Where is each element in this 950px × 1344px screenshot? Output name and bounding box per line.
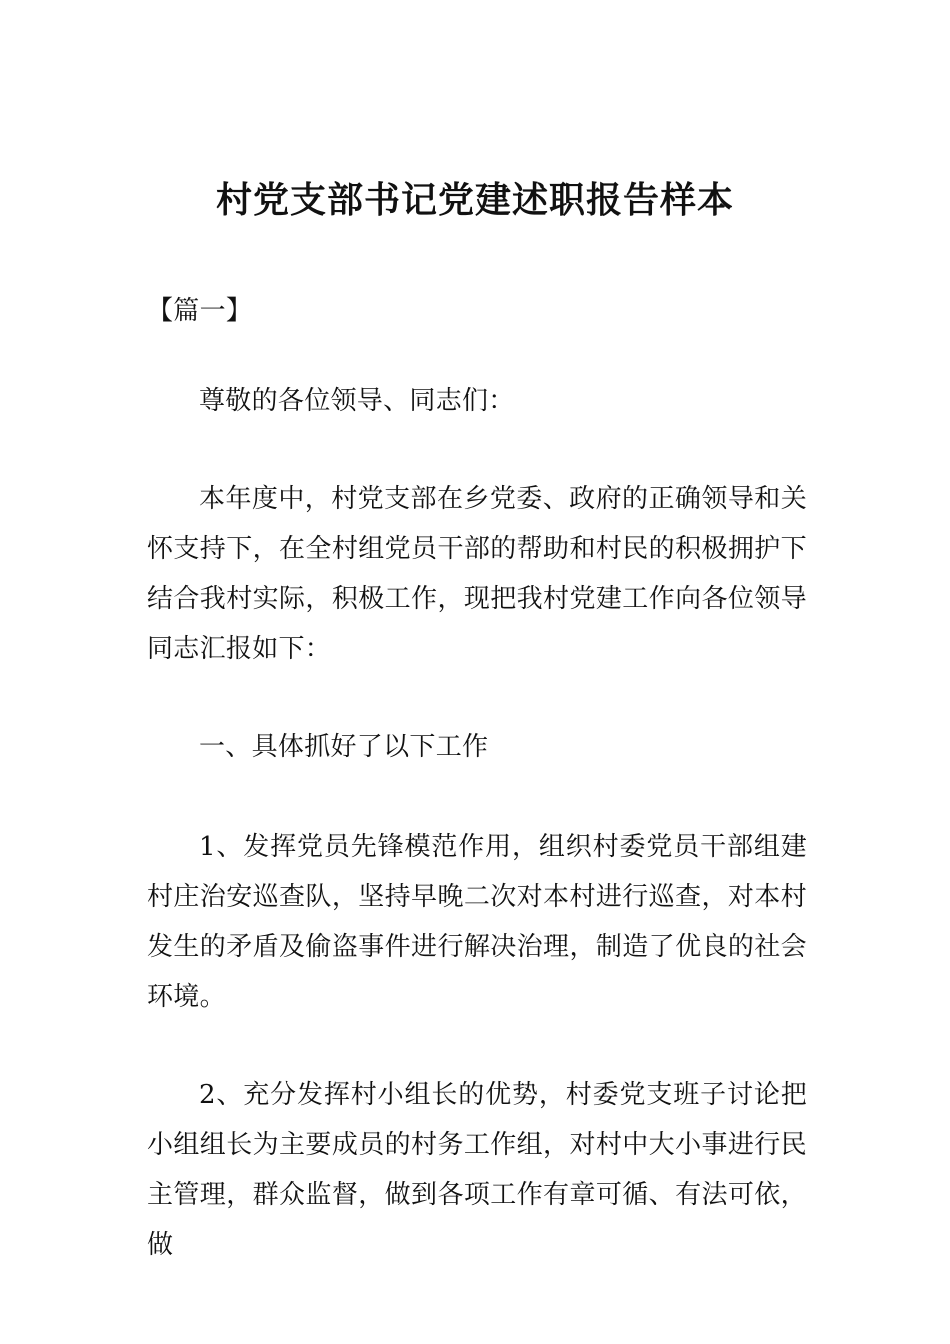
section-label: 【篇一】	[147, 296, 253, 326]
intro-paragraph: 本年度中，村党支部在乡党委、政府的正确领导和关怀支持下，在全村组党员干部的帮助和村民的积极拥护下结合我村实际，积极工作，现把我村党建工作向各位领导同志汇报如下：	[147, 484, 807, 664]
salutation: 尊敬的各位领导、同志们：	[199, 386, 515, 416]
section-heading-1: 一、具体抓好了以下工作	[199, 732, 489, 762]
item-1-paragraph: 1、发挥党员先锋模范作用，组织村委党员干部组建村庄治安巡查队，坚持早晚二次对本村进行巡查，对本村发生的矛盾及偷盗事件进行解决治理，制造了优良的社会环境。	[147, 832, 807, 1012]
document-title: 村党支部书记党建述职报告样本	[215, 180, 734, 221]
item-2-paragraph: 2、充分发挥村小组长的优势，村委党支班子讨论把小组组长为主要成员的村务工作组，对村中大小事进行民主管理，群众监督，做到各项工作有章可循、有法可依，做	[147, 1080, 807, 1260]
